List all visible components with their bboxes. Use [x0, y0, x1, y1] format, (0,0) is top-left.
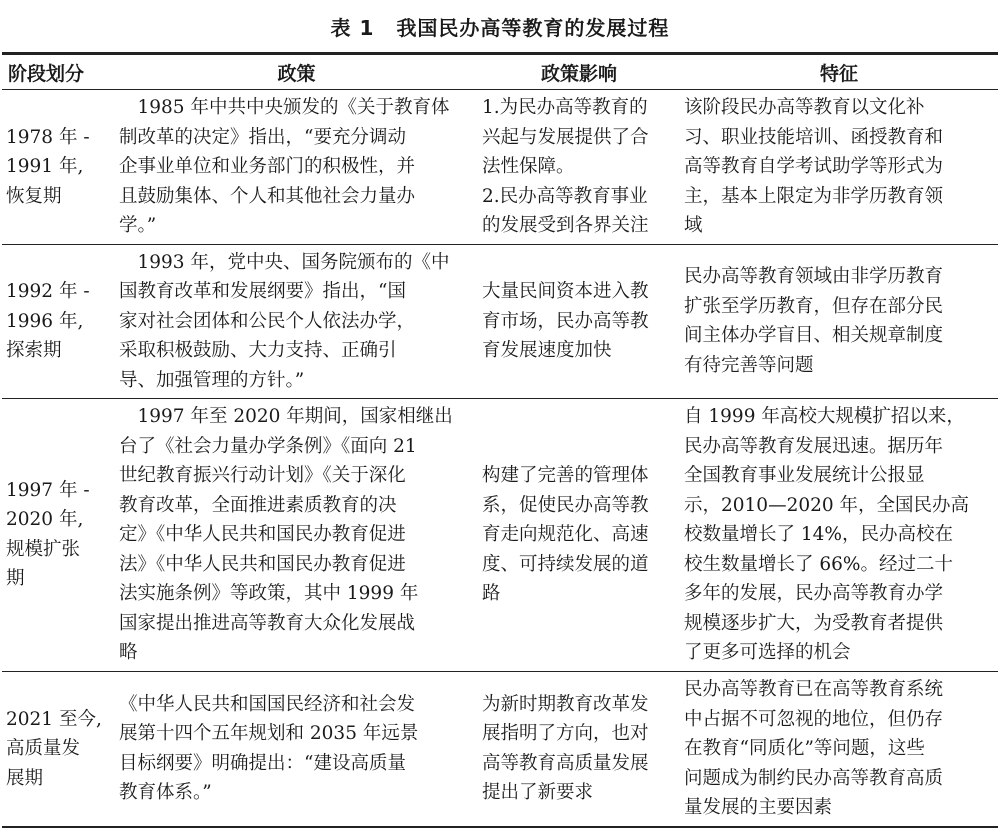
- stage-text-line: 展期: [6, 767, 44, 789]
- policy-text-line: 家对社会团体和公民个人依法办学，: [119, 310, 416, 332]
- header-row: [2, 54, 998, 90]
- policy-text-line: 定》《中华人民共和国民办教育促进: [119, 524, 406, 545]
- impact-cell: [478, 671, 680, 827]
- policy-text-line: 法实施条例》等政策，其中 1999 年: [119, 583, 419, 604]
- table-caption: [0, 12, 1000, 41]
- policy-text-line: 学。”: [119, 215, 157, 236]
- policy-text-line: 1985 年中共中央颁发的《关于教育体: [119, 97, 450, 118]
- impact-text-line: 兴起与发展提供了合: [482, 126, 649, 148]
- features-cell: [680, 90, 998, 245]
- policy-text-line: 教育改革，全面推进素质教育的决: [119, 494, 397, 516]
- impact-text-line: 展指明了方向，也对: [482, 723, 649, 745]
- impact-text-line: 构建了完善的管理体: [482, 465, 649, 486]
- stage-text-line: 1997 年 -: [6, 479, 90, 501]
- stage-text-line: 1992 年 -: [6, 281, 90, 302]
- stage-cell: [2, 244, 115, 399]
- impact-cell: [478, 244, 680, 399]
- table-body: [2, 90, 998, 828]
- features-text-line: 在教育“同质化”等问题，这些: [684, 738, 925, 759]
- features-text-line: 量发展的主要因素: [684, 797, 833, 818]
- impact-text-line: 为新时期教育改革发: [482, 693, 649, 715]
- stage-text-line: 1991 年,: [6, 156, 84, 177]
- features-text-line: 民办高等教育已在高等教育系统: [684, 679, 944, 700]
- policy-text-line: 且鼓励集体、个人和其他社会力量办: [119, 185, 416, 207]
- features-text-line: 问题成为制约民办高等教育高质: [684, 767, 944, 789]
- features-text-line: 了更多可选择的机会: [684, 642, 851, 663]
- stage-text-line: 2021 至今,: [6, 708, 102, 730]
- features-text-line: 校数量增长了 14%，民办高校在: [684, 524, 954, 545]
- features-text-line: 全国教育事业发展统计公报显: [684, 465, 925, 486]
- policy-text-line: 略: [119, 642, 138, 663]
- policy-text-line: 世纪教育振兴行动计划》《关于深化: [119, 465, 406, 486]
- impact-text-line: 育走向规范化、高速: [482, 524, 649, 545]
- features-text-line: 主，基本上限定为非学历教育领: [684, 185, 944, 207]
- stage-text-line: 探索期: [6, 340, 62, 361]
- policy-text-line: 国家提出推进高等教育大众化发展战: [119, 612, 416, 634]
- policy-text-line: 导、加强管理的方针。”: [119, 369, 305, 391]
- stage-text-line: 规模扩张: [6, 538, 81, 560]
- header-features: 特征: [819, 62, 858, 85]
- policy-text-line: 展第十四个五年规划和 2035 年远景: [119, 723, 419, 745]
- features-text-line: 中占据不可忽视的地位，但仍存: [684, 708, 944, 730]
- features-text-line: 有待完善等问题: [684, 354, 814, 376]
- policy-cell: [115, 244, 478, 399]
- policy-text-line: 《中华人民共和国国民经济和社会发: [119, 693, 416, 715]
- policy-text-line: 目标纲要》明确提出：“建设高质量: [119, 752, 406, 774]
- impact-text-line: 法性保障。: [482, 156, 575, 177]
- features-cell: [680, 244, 998, 399]
- impact-text-line: 育市场，民办高等教: [482, 310, 649, 332]
- features-text-line: 高等教育自学考试助学等形式为: [684, 156, 944, 177]
- impact-text-line: 1.为民办高等教育的: [482, 97, 648, 118]
- header-impact: 政策影响: [540, 62, 617, 85]
- policy-text-line: 采取积极鼓励、大力支持、正确引: [119, 340, 397, 361]
- policy-text-line: 制改革的决定》指出，“要充分调动: [119, 126, 406, 148]
- impact-text-line: 度、可持续发展的道: [482, 553, 649, 575]
- stage-text-line: 2020 年,: [6, 509, 84, 531]
- impact-text-line: 提出了新要求: [482, 782, 594, 804]
- features-text-line: 民办高等教育发展迅速。据历年: [684, 435, 944, 457]
- features-text-line: 民办高等教育领域由非学历教育: [684, 266, 944, 288]
- policy-text-line: 教育体系。”: [119, 782, 212, 804]
- table-number: 表 1: [330, 16, 375, 40]
- impact-text-line: 高等教育高质量发展: [482, 752, 649, 774]
- header-policy: 政策: [277, 62, 316, 85]
- policy-text-line: 国教育改革和发展纲要》指出，“国: [119, 281, 406, 302]
- features-text-line: 示，2010—2020 年，全国民办高: [684, 494, 970, 516]
- stage-cell: [2, 399, 115, 672]
- policy-text-line: 企事业单位和业务部门的积极性，并: [119, 156, 416, 177]
- stage-text-line: 1996 年,: [6, 310, 84, 332]
- features-text-line: 自 1999 年高校大规模扩招以来，: [684, 406, 965, 427]
- header-stage: 阶段划分: [8, 62, 85, 85]
- features-text-line: 习、职业技能培训、函授教育和: [684, 126, 944, 148]
- policy-text-line: 台了《社会力量办学条例》《面向 21: [119, 435, 417, 457]
- impact-text-line: 的发展受到各界关注: [482, 215, 649, 236]
- features-cell: [680, 399, 998, 672]
- features-text-line: 间主体办学盲目、相关规章制度: [684, 325, 944, 347]
- features-cell: [680, 671, 998, 827]
- features-text-line: 校生数量增长了 66%。经过二十: [684, 553, 954, 575]
- features-text-line: 域: [684, 215, 703, 236]
- features-text-line: 多年的发展，民办高等教育办学: [684, 583, 944, 604]
- impact-cell: [478, 399, 680, 672]
- table-row: [2, 244, 998, 399]
- impact-text-line: 系，促使民办高等教: [482, 494, 649, 516]
- policy-cell: [115, 90, 478, 245]
- impact-text-line: 育发展速度加快: [482, 340, 612, 361]
- policy-cell: [115, 399, 478, 672]
- policy-cell: [115, 671, 478, 827]
- table-row: [2, 671, 998, 827]
- features-text-line: 该阶段民办高等教育以文化补: [684, 97, 925, 118]
- development-table: [2, 52, 998, 828]
- table-row: [2, 399, 998, 672]
- stage-text-line: 期: [6, 568, 25, 590]
- stage-cell: [2, 90, 115, 245]
- stage-text-line: 恢复期: [6, 185, 62, 207]
- table-row: [2, 90, 998, 245]
- features-text-line: 扩张至学历教育，但存在部分民: [684, 295, 944, 317]
- stage-text-line: 1978 年 -: [6, 126, 90, 148]
- table-title: 我国民办高等教育的发展过程: [396, 16, 670, 40]
- impact-text-line: 2.民办高等教育事业: [482, 185, 648, 207]
- policy-text-line: 1993 年，党中央、国务院颁布的《中: [119, 251, 450, 273]
- policy-text-line: 法》《中华人民共和国民办教育促进: [119, 553, 406, 575]
- impact-text-line: 路: [482, 583, 501, 604]
- policy-text-line: 1997 年至 2020 年期间，国家相继出: [119, 406, 453, 427]
- impact-text-line: 大量民间资本进入教: [482, 281, 649, 302]
- stage-text-line: 高质量发: [6, 738, 81, 759]
- stage-cell: [2, 671, 115, 827]
- impact-cell: [478, 90, 680, 245]
- features-text-line: 规模逐步扩大，为受教育者提供: [684, 612, 944, 634]
